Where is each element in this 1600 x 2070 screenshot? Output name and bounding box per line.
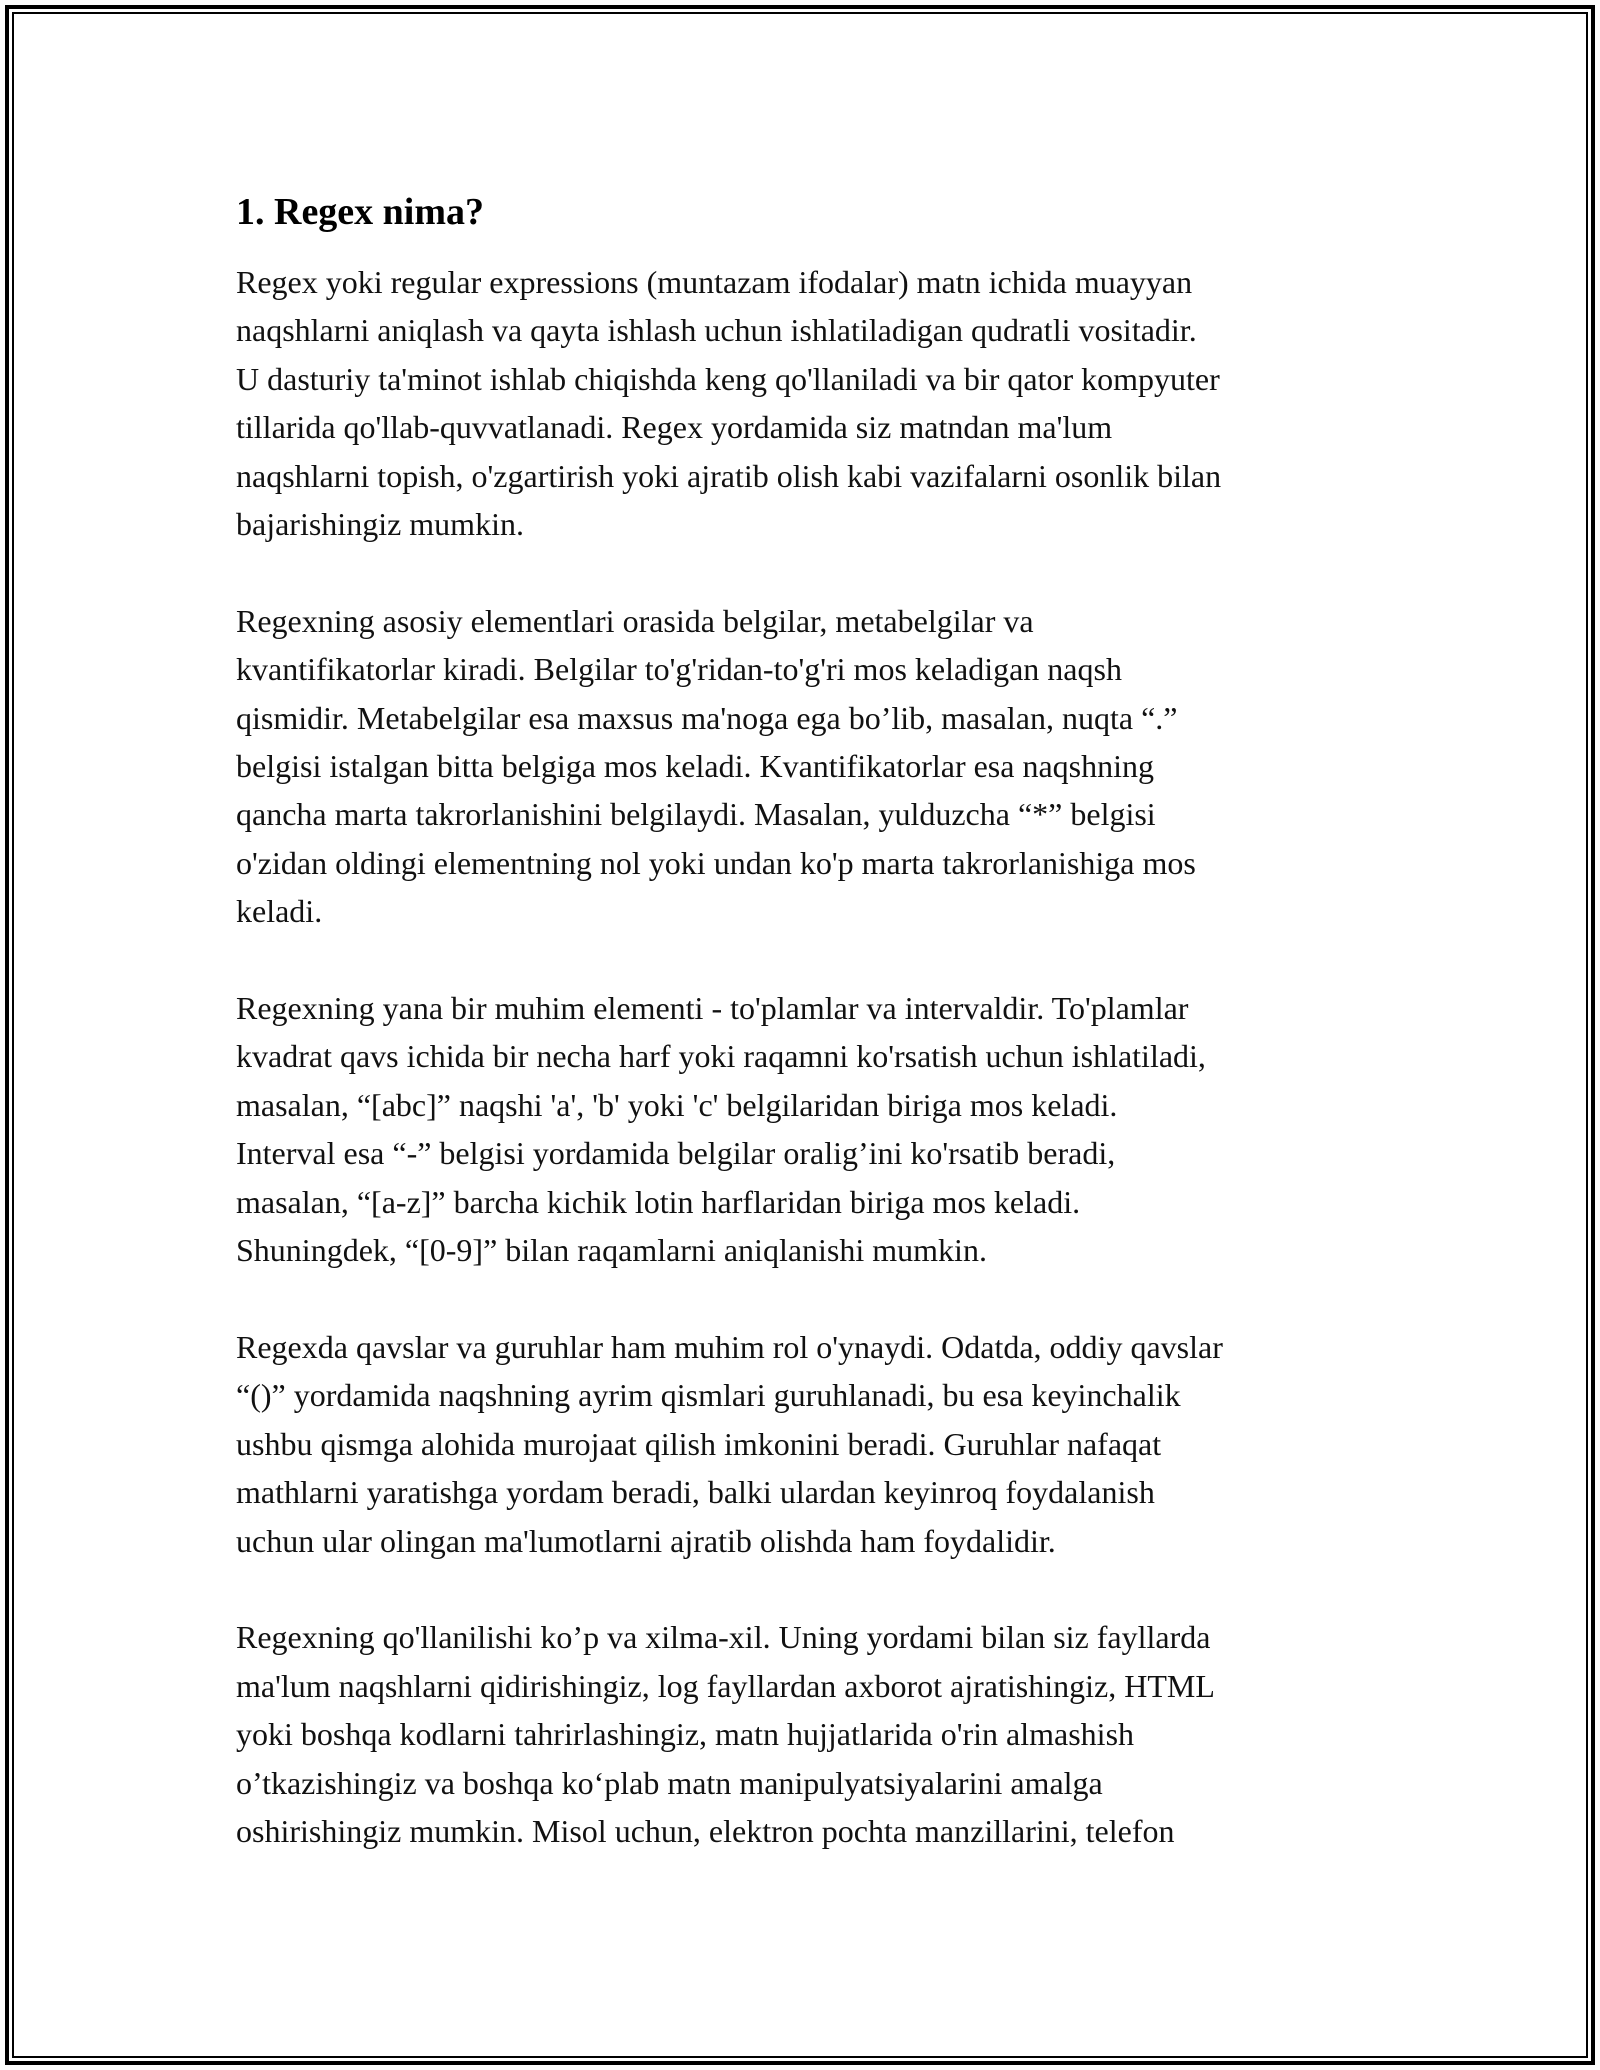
- text-line: Interval esa “-” belgisi yordamida belgilar oralig’ini ko'rsatib beradi,: [236, 1135, 1116, 1172]
- paragraph-basic-elements: [236, 597, 1376, 936]
- text-line: uchun ular olingan ma'lumotlarni ajratib olishda ham foydalidir.: [236, 1522, 1056, 1559]
- text-line: Regexning yana bir muhim elementi - to'plamlar va intervaldir. To'plamlar: [236, 990, 1189, 1027]
- text-line: o’tkazishingiz va boshqa ko‘plab matn manipulyatsiyalarini amalga: [236, 1764, 1103, 1801]
- text-line: yoki boshqa kodlarni tahrirlashingiz, matn hujjatlarida o'rin almashish: [236, 1716, 1135, 1753]
- text-line: oshirishingiz mumkin. Misol uchun, elektron pochta manzillarini, telefon: [236, 1812, 1175, 1849]
- text-line: belgisi istalgan bitta belgiga mos keladi. Kvantifikatorlar esa naqshning: [236, 748, 1154, 785]
- text-line: Shuningdek, “[0-9]” bilan raqamlarni aniqlanishi mumkin.: [236, 1232, 987, 1269]
- paragraph-groups: [236, 1323, 1376, 1565]
- text-line: kvantifikatorlar kiradi. Belgilar to'g'ridan-to'g'ri mos keladigan naqsh: [236, 651, 1122, 688]
- text-line: keladi.: [236, 893, 323, 930]
- text-line: Regexning asosiy elementlari orasida belgilar, metabelgilar va: [236, 602, 1034, 639]
- text-line: Regex yoki regular expressions (muntazam ifodalar) matn ichida muayyan: [236, 264, 1193, 300]
- document-content: [236, 188, 1376, 1855]
- text-line: masalan, “[a-z]” barcha kichik lotin harflaridan biriga mos keladi.: [236, 1183, 1081, 1220]
- section-heading: 1. Regex nima?: [236, 191, 485, 233]
- paragraph-applications: [236, 1613, 1376, 1855]
- paragraph-regex-definition: [236, 258, 1376, 548]
- text-line: ma'lum naqshlarni qidirishingiz, log fayllardan axborot ajratishingiz, HTML: [236, 1667, 1215, 1704]
- text-line: o'zidan oldingi elementning nol yoki undan ko'p marta takrorlanishiga mos: [236, 844, 1196, 881]
- text-line: “()” yordamida naqshning ayrim qismlari guruhlanadi, bu esa keyinchalik: [236, 1377, 1181, 1414]
- text-line: Regexda qavslar va guruhlar ham muhim rol o'ynaydi. Odatda, oddiy qavslar: [236, 1328, 1223, 1365]
- text-line: naqshlarni aniqlash va qayta ishlash uchun ishlatiladigan qudratli vositadir.: [236, 312, 1197, 349]
- text-line: tillarida qo'llab-quvvatlanadi. Regex yordamida siz matndan ma'lum: [236, 409, 1113, 446]
- text-line: masalan, “[abc]” naqshi 'a', 'b' yoki 'c' belgilaridan biriga mos keladi.: [236, 1086, 1118, 1123]
- text-line: naqshlarni topish, o'zgartirish yoki ajratib olish kabi vazifalarni osonlik bilan: [236, 457, 1222, 494]
- text-line: qancha marta takrorlanishini belgilaydi. Masalan, yulduzcha “*” belgisi: [236, 796, 1156, 833]
- text-line: Regexning qo'llanilishi ko’p va xilma-xil. Uning yordami bilan siz fayllarda: [236, 1619, 1211, 1656]
- text-line: bajarishingiz mumkin.: [236, 506, 524, 543]
- text-line: ushbu qismga alohida murojaat qilish imkonini beradi. Guruhlar nafaqat: [236, 1425, 1162, 1462]
- text-line: kvadrat qavs ichida bir necha harf yoki raqamni ko'rsatish uchun ishlatiladi,: [236, 1038, 1206, 1075]
- text-line: mathlarni yaratishga yordam beradi, balki ulardan keyinroq foydalanish: [236, 1474, 1155, 1511]
- text-line: qismidir. Metabelgilar esa maxsus ma'noga ega bo’lib, masalan, nuqta “.”: [236, 699, 1178, 736]
- text-line: U dasturiy ta'minot ishlab chiqishda keng qo'llaniladi va bir qator kompyuter: [236, 360, 1220, 397]
- paragraph-sets-intervals: [236, 984, 1376, 1274]
